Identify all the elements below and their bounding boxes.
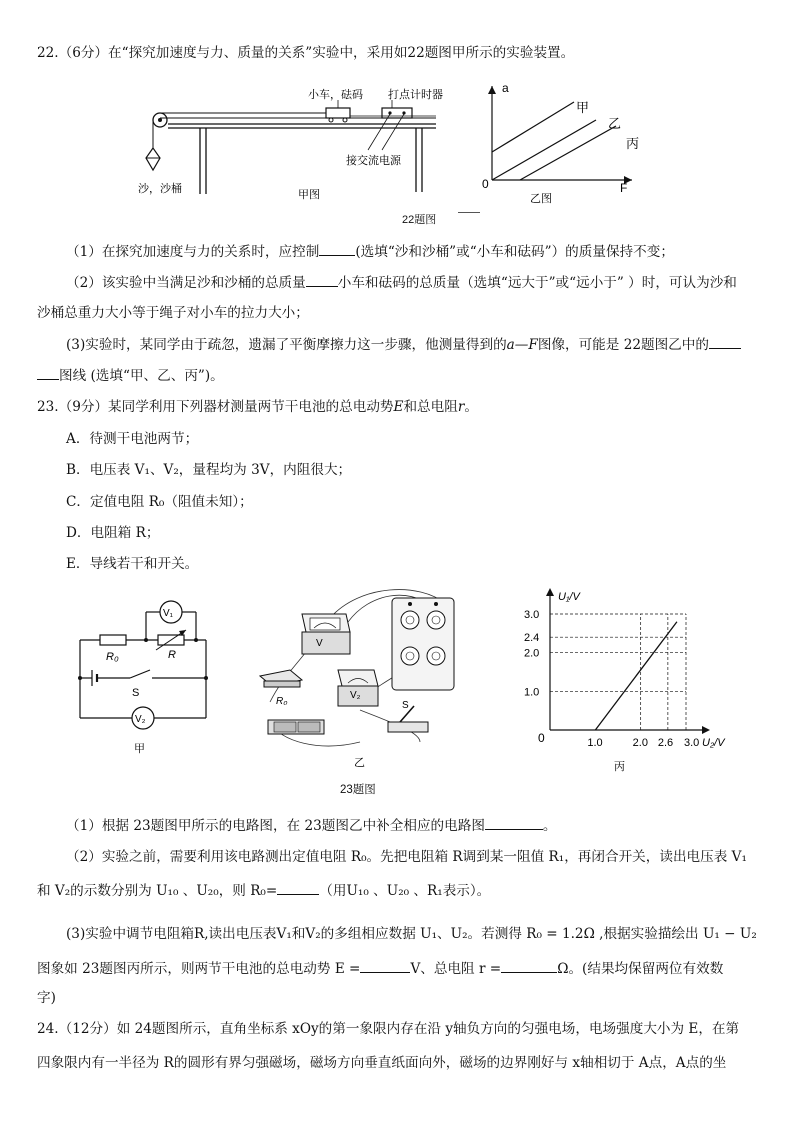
voltmeter-v2-label: V₂ <box>350 690 361 701</box>
q22-p2: （2）该实验中当满足沙和沙桶的总质量 小车和砝码的总质量（选填“远大于”或“远小于” ）时，可认为沙和 <box>66 272 737 293</box>
switch-device-label: S <box>402 700 409 711</box>
q23-r-blank[interactable] <box>501 958 557 973</box>
q23-option-c: C．定值电阻 R₀（阻值未知）； <box>66 494 253 510</box>
q23-option-e: E．导线若干和开关。 <box>66 556 199 572</box>
physical-caption: 乙 <box>354 757 365 769</box>
q22-p1-blank[interactable] <box>319 241 355 256</box>
fig-a-caption: 甲图 <box>298 189 320 201</box>
q23-u1-u2-chart <box>510 580 730 775</box>
q23-p3: (3)实验中调节电阻箱R,读出电压表V₁和V₂的多组相应数据 U₁、U₂。若测得 R₀ = 1.2Ω ,根据实验描绘出 U₁ − U₂ <box>66 926 757 942</box>
q23-E-blank[interactable] <box>360 958 410 973</box>
voltmeter-v-label: V <box>316 638 323 649</box>
q23-p1-blank[interactable] <box>485 815 543 830</box>
chart-y-axis-label: U₁/V <box>558 591 580 603</box>
origin-label: 0 <box>482 177 489 191</box>
q23-figure-caption: 23题图 <box>340 784 376 796</box>
power-label: 接交流电源 <box>346 155 401 167</box>
q22-stem: 22.（6分）在“探究加速度与力、质量的关系”实验中，采用如22题图甲所示的实验装置。 <box>37 45 575 61</box>
chart-y-tick-label: 3.0 <box>524 609 540 621</box>
q23-p1: （1）根据 23题图甲所示的电路图，在 23题图乙中补全相应的电路图 。 <box>66 815 557 836</box>
q24-line1: 24.（12分）如 24题图所示，直角坐标系 xOy的第一象限内存在沿 y轴负方向的匀强电场，电场强度大小为 E，在第 <box>37 1021 740 1037</box>
q22-p2-cont: 沙桶总重力大小等于绳子对小车的拉力大小； <box>37 305 309 321</box>
fig-b-caption: 乙图 <box>530 193 552 205</box>
q23-option-a: A．待测干电池两节； <box>66 431 199 447</box>
timer-label: 打点计时器 <box>388 89 443 101</box>
r-label: R <box>168 649 176 661</box>
s-label: S <box>132 687 140 699</box>
q23-physical-circuit <box>250 582 460 772</box>
r0-device-label: R₀ <box>276 696 288 707</box>
bucket-label: 沙，沙桶 <box>138 183 182 195</box>
line-bing-label: 丙 <box>626 136 640 151</box>
chart-y-tick-label: 2.4 <box>524 632 540 645</box>
car-label: 小车，砝码 <box>308 89 363 101</box>
q22-p1: （1）在探究加速度与力的关系时，应控制 (选填“沙和沙桶”或“小车和砝码”）的质量保持不变； <box>66 241 674 262</box>
q23-stem: 23.（9分）某同学利用下列器材测量两节干电池的总电动势E和总电阻r。 <box>37 399 478 415</box>
q22-p3: (3)实验时，某同学由于疏忽，遗漏了平衡摩擦力这一步骤，他测量得到的a—F图像，可能是 22题图乙中的 <box>66 334 741 355</box>
q23-p3-cont: 图象如 23题图丙所示，则两节干电池的总电动势 E = V、总电阻 r = Ω。(结果均保留两位有效数 <box>37 958 723 979</box>
chart-caption: 丙 <box>614 761 625 773</box>
chart-x-tick-label: 2.6 <box>657 737 674 749</box>
q23-option-d: D．电阻箱 R； <box>66 525 160 541</box>
chart-series-line <box>595 622 677 730</box>
caption-dash <box>458 212 480 214</box>
chart-x-arrow <box>702 726 710 734</box>
axis-a-label: a <box>502 81 509 95</box>
q22-p2-blank[interactable] <box>306 272 338 287</box>
chart-origin-label: 0 <box>538 731 545 745</box>
q22-figure-caption: 22题图 <box>402 214 437 226</box>
r0-label: R₀ <box>106 651 119 663</box>
chart-x-tick-label: 1.0 <box>587 737 603 749</box>
q22-p3-blank-cont[interactable] <box>37 365 59 380</box>
q22-p3-cont: 图线 (选填“甲、乙、丙”)。 <box>37 365 224 386</box>
line-yi-label: 乙 <box>608 116 622 131</box>
line-jia-label: 甲 <box>576 100 590 115</box>
q23-p2-cont: 和 V₂的示数分别为 U₁₀ 、U₂₀，则 R₀= （用U₁₀ 、U₂₀ 、R₁表示）。 <box>37 880 490 901</box>
v2-symbol: V₂ <box>135 714 146 725</box>
q23-p2: （2）实验之前，需要利用该电路测出定值电阻 R₀。先把电阻箱 R调到某一阻值 R₁，再闭合开关，读出电压表 V₁ <box>66 849 747 865</box>
chart-x-tick-label: 3.0 <box>684 737 700 749</box>
axis-F-label: F <box>620 181 628 195</box>
chart-y-tick-label: 2.0 <box>524 647 540 660</box>
v1-symbol: V₁ <box>163 608 174 619</box>
chart-x-tick-label: 2.0 <box>632 737 648 749</box>
q23-p2-blank[interactable] <box>277 880 319 895</box>
q22-aF-graph <box>470 78 640 206</box>
q23-circuit-diagram <box>70 592 220 762</box>
circuit-caption: 甲 <box>134 743 145 755</box>
chart-y-tick-label: 1.0 <box>524 686 540 699</box>
q22-p3-blank[interactable] <box>709 334 741 349</box>
q22-apparatus-figure <box>130 78 460 208</box>
q24-line2: 四象限内有一半径为 R的圆形有界匀强磁场，磁场方向垂直纸面向外，磁场的边界刚好与 x轴相切于 A点，A点的坐 <box>37 1055 727 1071</box>
chart-y-arrow <box>546 588 554 596</box>
q23-option-b: B．电压表 V₁、V₂，量程均为 3V，内阻很大； <box>66 462 352 478</box>
q23-p3-end: 字) <box>37 990 56 1006</box>
chart-x-axis-label: U₂/V <box>702 737 725 749</box>
